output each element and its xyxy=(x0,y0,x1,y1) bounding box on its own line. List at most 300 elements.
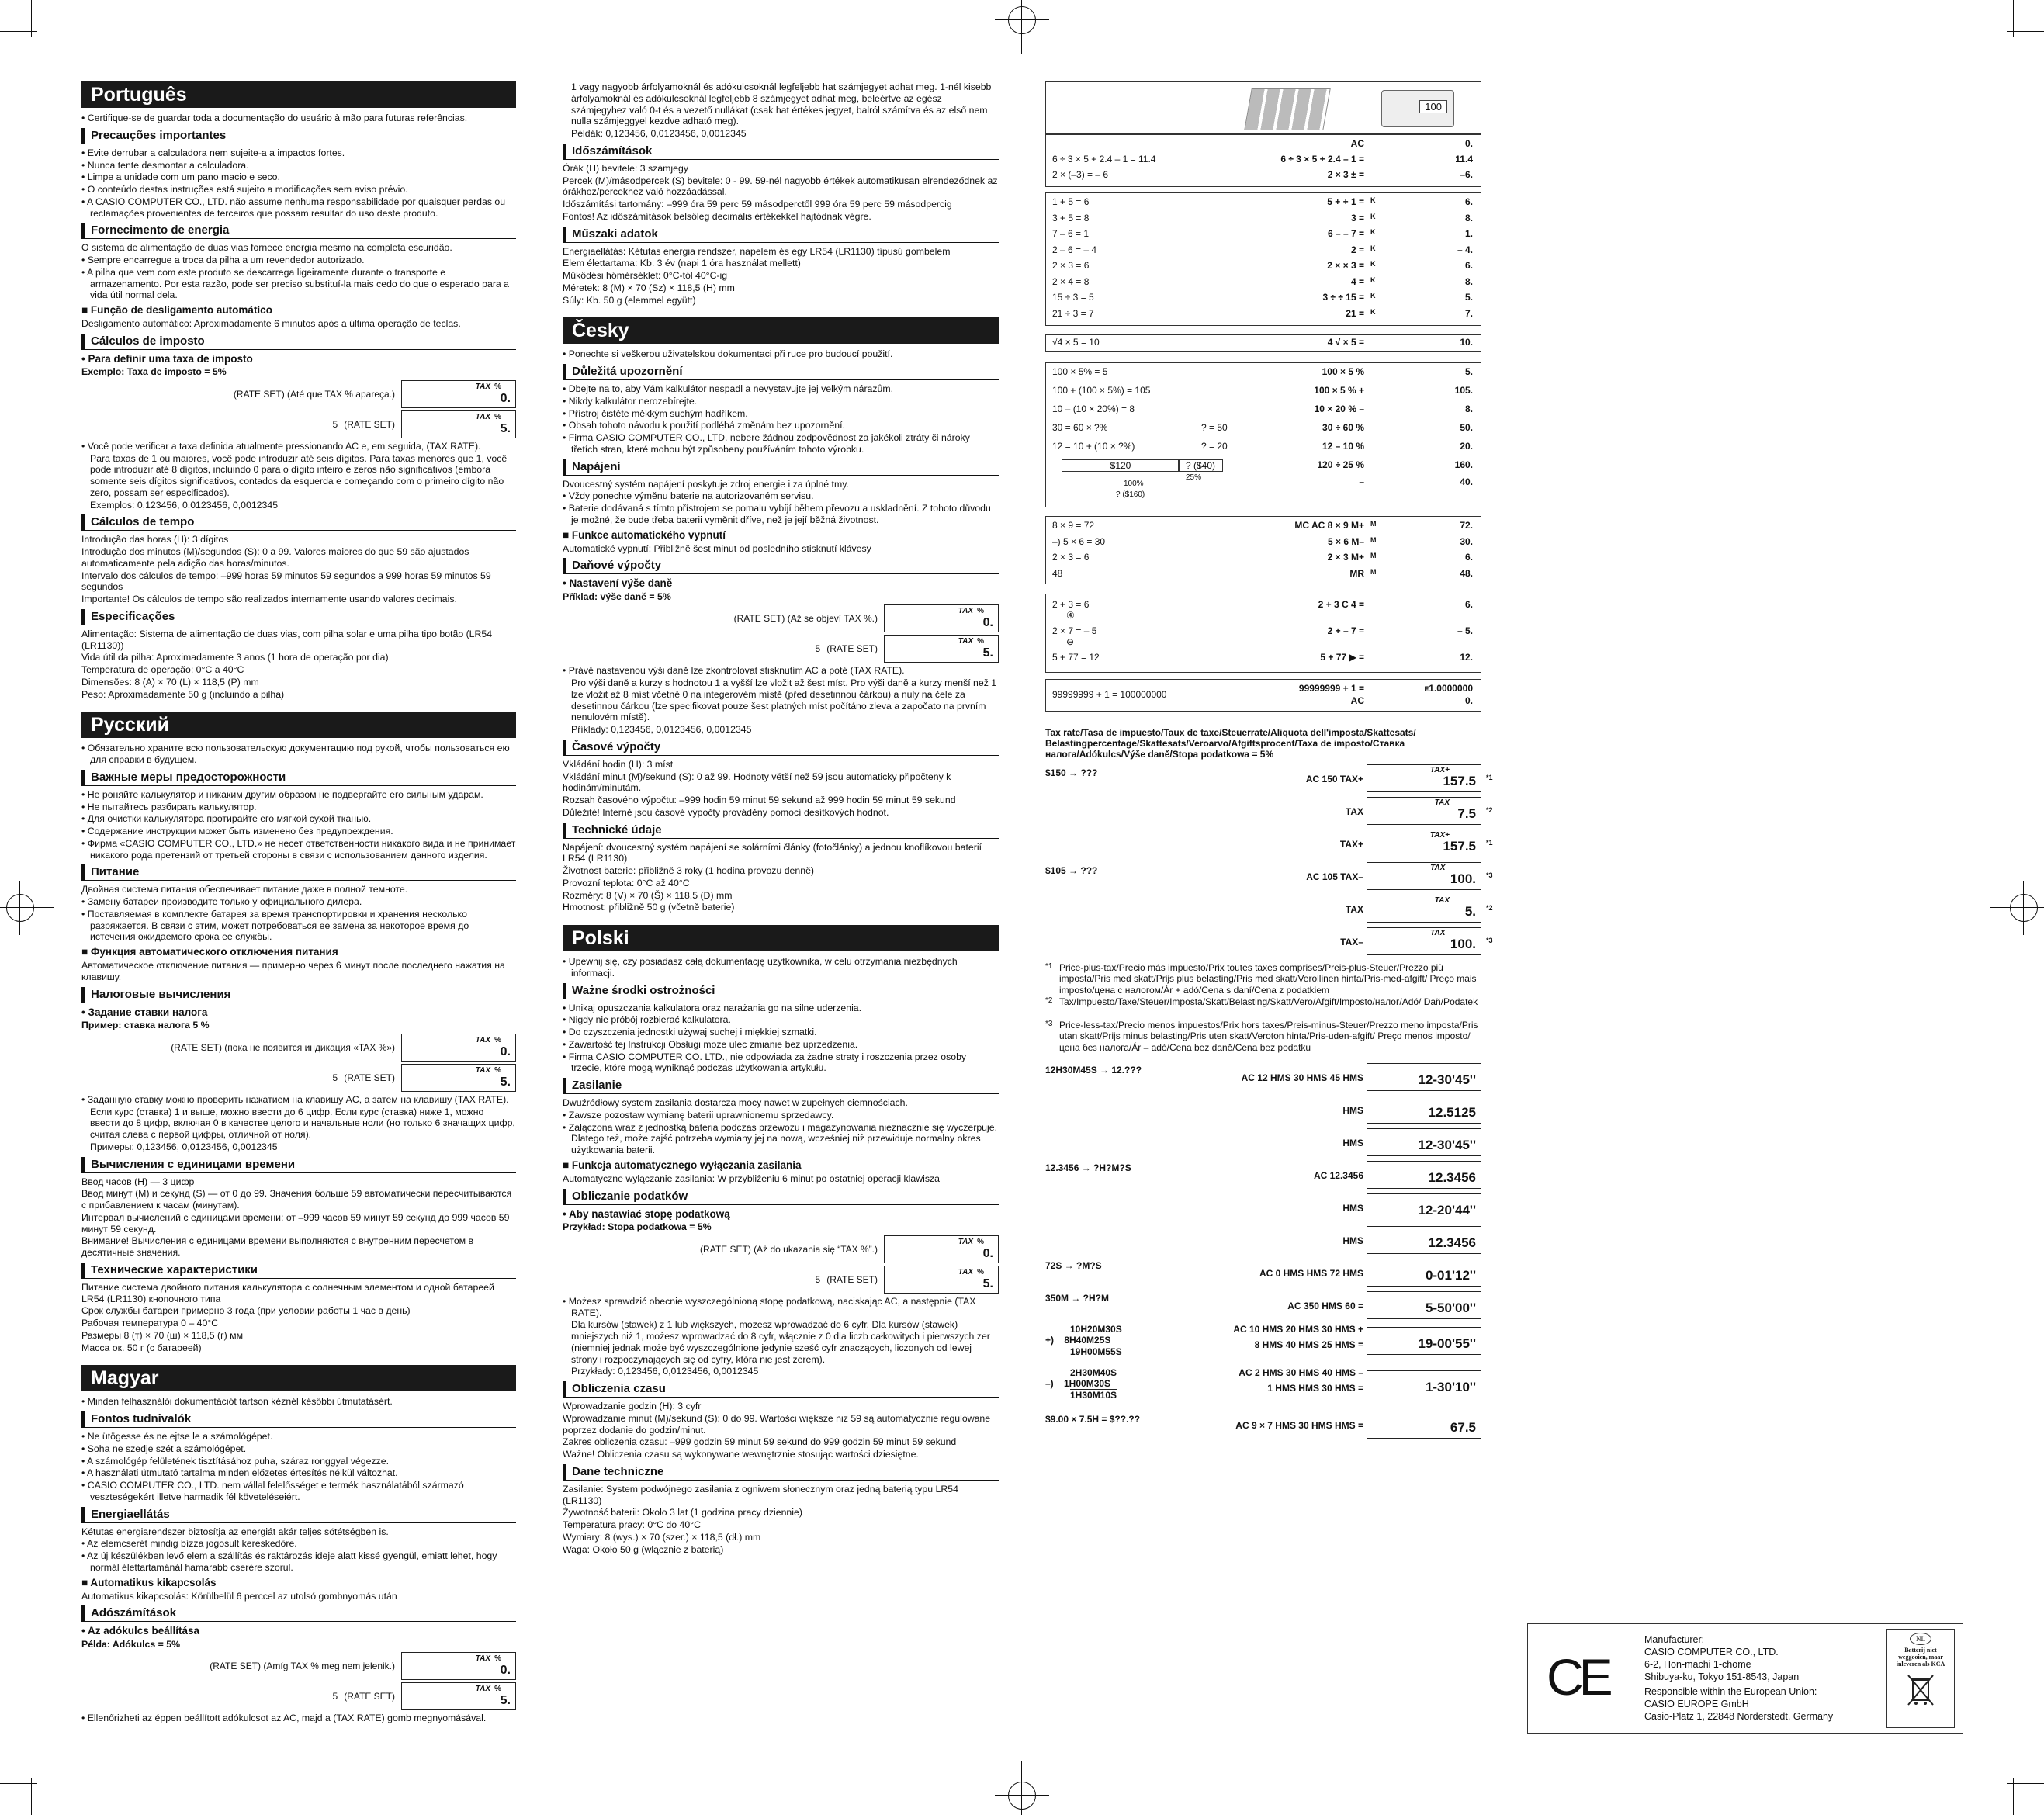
key-sequence: 12 – 10 % xyxy=(1322,441,1364,452)
column-2 xyxy=(563,81,999,1556)
tax-indicator: TAX xyxy=(1434,798,1450,807)
paragraph: Desligamento automático: Aproximadamente 6 minutos após a última operação de teclas. xyxy=(81,318,461,330)
result-value: 5. xyxy=(1464,292,1473,303)
result-value: 12-30'45'' xyxy=(1418,1072,1476,1087)
result-value: 1. xyxy=(1464,228,1473,239)
example-expression: 72S → ?M?S xyxy=(1045,1260,1102,1271)
time-examples xyxy=(1045,1063,1480,1467)
lcd-display xyxy=(1367,1096,1481,1124)
registration-mark xyxy=(1008,1782,1036,1810)
key-sequence: (RATE SET) (Até que TAX % apareça.) TAX % 0. xyxy=(81,380,516,408)
key-sequence: 3 ÷ ÷ 15 = xyxy=(1322,292,1364,303)
example-expression: 2 × (–3) = – 6 xyxy=(1052,169,1109,180)
heading: Daňové výpočty xyxy=(563,558,999,574)
key-sequence: (RATE SET) (пока не появится индикация «TAX %») TAX % 0. xyxy=(81,1034,516,1062)
result-value: 6. xyxy=(1464,599,1473,610)
key-sequence: 2 × 3 ± = xyxy=(1327,169,1364,180)
paragraph: Vkládání minut (M)/sekund (S): 0 až 99. Hodnoty větší než 59 jsou automaticky připočteny k hodinám/minutám. xyxy=(563,771,951,794)
spec: Hmotnost: přibližně 50 g (včetně baterie) xyxy=(563,902,735,913)
registration-mark xyxy=(0,907,54,908)
intro: • Minden felhasználói dokumentációt tartson kéznél későbbi útmutatásért. xyxy=(81,1396,516,1408)
text-line: Casio-Platz 1, 22848 Norderstedt, Germany xyxy=(1644,1711,1834,1722)
note: • Ellenőrizheti az éppen beállított adókulcsot az AC, majd a (TAX RATE) gomb megnyomásával. xyxy=(81,1713,516,1724)
list-item: • Zawartość tej Instrukcji Obsługi może ulec zmianie bez uprzedzenia. xyxy=(563,1039,999,1051)
spec: Alimentação: Sistema de alimentação de duas vias, com pilha solar e uma pilha tipo botão (LR54 (LR1130)) xyxy=(81,628,493,651)
heading: Napájení xyxy=(563,459,999,476)
heading: Питание xyxy=(81,864,516,881)
example-expression: $150 → ??? xyxy=(1045,767,1098,778)
note: Exemplos: 0,123456, 0,0123456, 0,0012345 xyxy=(90,499,279,511)
spec: Wymiary: 8 (wys.) × 70 (szer.) × 118,5 (dł.) mm xyxy=(563,1531,761,1543)
footnote-ref: *3 xyxy=(1486,871,1493,879)
footnote-text: Price-less-tax/Precio menos impuestos/Prix hors taxes/Preis-minus-Steuer/Prezzo meno imposta/Pris utan skatt/Prijs minus belasting/Pris uten skatt/Veroton hinta/Pris-uden-afgift/ Preço menos imposto/цена без налога/Ár – adó/Cena bez daně/Cena bez podatku xyxy=(1059,1020,1478,1053)
lcd-display xyxy=(1367,1063,1481,1091)
example-expression: 30 = 60 × ?% xyxy=(1052,422,1108,433)
paragraph: Ввод часов (H) — 3 цифр xyxy=(81,1176,195,1187)
memory-panel xyxy=(1045,516,1481,584)
key-sequence: 2 + 3 C 4 = xyxy=(1318,599,1364,610)
lcd-display xyxy=(1367,1259,1481,1287)
heading: Fontos tudnivalók xyxy=(81,1411,516,1428)
sqrt-panel xyxy=(1045,334,1481,352)
time-operand: 10H20M30S xyxy=(1070,1324,1122,1335)
key-sequence: 99999999 + 1 = xyxy=(1298,683,1364,694)
list-item: • Не роняйте калькулятор и никаким другим образом не подвергайте его сильным ударам. xyxy=(81,789,516,801)
heading: Fornecimento de energia xyxy=(81,223,516,239)
lcd-display: TAX % 5. xyxy=(401,1064,516,1092)
spec: Zasilanie: System podwójnego zasilania z ogniwem słonecznym oraz jedną baterią typu LR54 (LR1130) xyxy=(563,1483,958,1506)
tax-indicator: TAX+ xyxy=(1429,766,1450,774)
m-indicator: M xyxy=(1370,567,1377,576)
example-expression: 48 xyxy=(1052,567,1063,579)
text-line: Shibuya-ku, Tokyo 151-8543, Japan xyxy=(1644,1671,1800,1682)
paragraph: Интервал вычислений с единицами времени: от –999 часов 59 минут 59 секунд до 999 часов 59 минут 59 секунд. xyxy=(81,1211,510,1235)
section-title-polish: Polski xyxy=(563,925,999,951)
tax-indicator: TAX– xyxy=(1430,929,1450,937)
footnote-ref: *2 xyxy=(1486,806,1493,814)
result-value: 105. xyxy=(1454,385,1473,396)
key-sequence: 5 (RATE SET) TAX % 5. xyxy=(81,410,516,438)
key-sequence: (RATE SET) (Až se objeví TAX %.) TAX % 0. xyxy=(563,604,999,632)
spec: Dimensões: 8 (A) × 70 (L) × 118,5 (P) mm xyxy=(81,676,259,688)
lcd-display xyxy=(1367,764,1481,792)
example-expression: 10 – (10 × 20%) = 8 xyxy=(1052,404,1135,414)
subheading: ■ Funkce automatického vypnutí xyxy=(563,529,999,542)
result-value: 6. xyxy=(1464,260,1473,271)
footnote-ref: *3 xyxy=(1486,937,1493,944)
heading: Időszámítások xyxy=(563,144,999,160)
keypad-illustration xyxy=(1244,88,1331,130)
spec: Żywotność baterii: Około 3 lat (1 godzina pracy dziennie) xyxy=(563,1507,802,1519)
result-value: 0. xyxy=(1464,138,1473,149)
key-sequence: HMS xyxy=(1342,1203,1363,1214)
key-sequence: 6 – – 7 = xyxy=(1327,228,1364,239)
example-expression: 2 × 7 = – 5 xyxy=(1052,625,1097,636)
key-sequence: AC 105 TAX– xyxy=(1306,871,1363,882)
lcd-display: TAX % 0. xyxy=(401,1652,516,1680)
result-value: 12. xyxy=(1460,652,1473,663)
note: Pro výši daně a kurzy s hodnotou 1 a vyšší lze vložit až šest míst. Pro výši daně a kurzy menší než 1 lze vložit až 8 míst včetně 0 na integerovém místě (před desetinnou čárkou) a nuly na čele za desetinnou čárkou (lze specifikovat pouze šest platných míst počítáno zleva a započato na prvním nenulovém místě). xyxy=(571,677,997,723)
result-value: 0. xyxy=(1464,695,1473,706)
heading: Especificações xyxy=(81,609,516,625)
k-indicator: K xyxy=(1370,292,1376,300)
heading: Obliczanie podatków xyxy=(563,1189,999,1205)
lcd-display xyxy=(1367,1411,1481,1439)
key-sequence: 4 √ × 5 = xyxy=(1327,337,1364,348)
time-operand: 2H30M40S xyxy=(1070,1367,1117,1378)
tax-indicator: TAX+ xyxy=(1429,831,1450,840)
spec: Масса ок. 50 г (с батареей) xyxy=(81,1342,202,1353)
note: Если курс (ставка) 1 и выше, можно ввести до 6 цифр. Если курс (ставка) ниже 1, можно ввести до 8 цифр, включая 0 в качестве целого и начальные ноли (но только 6 значащих цифр, считая слева с первой цифры, отличной от ноля). xyxy=(90,1106,515,1140)
note: • Você pode verificar a taxa definida atualmente pressionando AC e, em seguida, (TAX RATE). xyxy=(81,441,516,452)
result-value: 67.5 xyxy=(1450,1420,1476,1435)
note: Dla kursów (stawek) z 1 lub większych, możesz wprowadzać do 6 cyfr. Dla kursów (stawek) mniejszych niż 1, możesz wprowadzać do 8 cyfr, włącznie z 0 dla liczb całkowitych i pierwszych zer (niemniej jednak może być wyszczególnione jedynie sześć cyfr znaczących, liczonych od lewej strony i rozpoczynających się od cyfry, która nie jest zerem). xyxy=(571,1319,990,1365)
correction-symbol: ⊖ xyxy=(1066,636,1075,647)
list-item: • Do czyszczenia jednostki używaj suchej i miękkiej szmatki. xyxy=(563,1027,999,1038)
result-value: 12.3456 xyxy=(1428,1235,1476,1250)
result-value: 6. xyxy=(1464,196,1473,207)
time-result-expr: 1H30M10S xyxy=(1070,1390,1117,1401)
heading: Cálculos de tempo xyxy=(81,514,516,531)
disposal-text: Batterij niet weggooien, maar inleveren als KCA xyxy=(1896,1647,1945,1668)
registration-mark xyxy=(6,894,34,922)
key-sequence: 2 = xyxy=(1350,244,1364,255)
key-sequence: 5 + + 1 = xyxy=(1327,196,1364,207)
note: Примеры: 0,123456, 0,0123456, 0,0012345 xyxy=(90,1141,278,1152)
registration-mark xyxy=(1008,6,1036,34)
example-expression: $9.00 × 7.5H = $??.?? xyxy=(1045,1414,1141,1425)
bullet-heading: • Az adókulcs beállítása xyxy=(81,1625,200,1637)
footnote-mark: *3 xyxy=(1045,1020,1053,1028)
column-1 xyxy=(81,81,516,1725)
result-value: 160. xyxy=(1454,459,1473,470)
list-item: • Для очистки калькулятора протирайте его мягкой сухой тканью. xyxy=(81,813,516,825)
example-expression: 5 + 77 = 12 xyxy=(1052,652,1100,663)
m-indicator: M xyxy=(1370,552,1377,559)
key-sequence: TAX+ xyxy=(1339,839,1363,850)
paragraph: Внимание! Вычисления с единицами времени выполняются с внутренним пересчетом в десятичные значения. xyxy=(81,1235,474,1258)
k-indicator: K xyxy=(1370,307,1376,316)
result-value: 8. xyxy=(1464,275,1473,287)
spec: Súly: Kb. 50 g (elemmel együtt) xyxy=(563,294,696,306)
example-label: Példa: Adókulcs = 5% xyxy=(81,1638,180,1650)
lcd-display: TAX % 5. xyxy=(884,635,999,663)
spec: Temperatura pracy: 0°C do 40°C xyxy=(563,1519,701,1530)
markup-label-c: 25% xyxy=(1186,473,1202,482)
list-item: • Firma CASIO COMPUTER CO. LTD., nie odpowiada za żadne straty i roszczenia przez osoby trzecie, które mogą wyniknąć podczas użytkowania artykułu. xyxy=(563,1051,999,1075)
result-value: – 4. xyxy=(1457,244,1473,255)
list-item: • O conteúdo destas instruções está sujeito a modificações sem aviso prévio. xyxy=(81,184,516,196)
paragraph: Introdução dos minutos (M)/segundos (S): 0 a 99. Valores maiores do que 59 são ajustados automaticamente pela adição das horas/minutos. xyxy=(81,546,469,569)
paragraph: Ввод минут (M) и секунд (S) — от 0 до 99. Значения больше 59 автоматически пересчитываются с прибавлением к часам (минутам). xyxy=(81,1188,512,1211)
paragraph: Órák (H) bevitele: 3 számjegy xyxy=(563,162,688,174)
footnote-ref: *2 xyxy=(1486,904,1493,912)
section-title-russian: Русский xyxy=(81,712,516,738)
note: • Právě nastavenou výši daně lze zkontrolovat stisknutím AC a poté (TAX RATE). xyxy=(563,665,999,677)
bullet-heading: • Nastavení výše daně xyxy=(563,577,673,590)
example-expression: 100 × 5% = 5 xyxy=(1052,366,1108,377)
bullet-heading: • Задание ставки налога xyxy=(81,1006,208,1018)
result-value: 12.5125 xyxy=(1428,1105,1476,1120)
example-expression: $105 → ??? xyxy=(1045,865,1098,876)
list-item: • Zawsze pozostaw wymianę baterii uprawnionemu sprzedawcy. xyxy=(563,1110,999,1121)
k-indicator: K xyxy=(1370,244,1376,252)
result-value: 12-30'45'' xyxy=(1418,1138,1476,1152)
list-item: • Nikdy kalkulátor nerozebírejte. xyxy=(563,396,999,407)
paragraph: O sistema de alimentação de duas vias fornece energia mesmo na completa escuridão. xyxy=(81,242,452,254)
key-sequence: 8 HMS 40 HMS 25 HMS = xyxy=(1254,1339,1363,1350)
key-sequence: 6 ÷ 3 × 5 + 2.4 – 1 = xyxy=(1280,154,1364,165)
heading: Cálculos de imposto xyxy=(81,334,516,350)
key-sequence: 100 × 5 % + xyxy=(1314,385,1364,396)
paragraph: Kétutas energiarendszer biztosítja az energiát akár teljes sötétségben is. xyxy=(81,1526,389,1537)
result-value: ᴇ1.0000000 xyxy=(1424,683,1473,694)
key-sequence: AC 2 HMS 30 HMS 40 HMS – xyxy=(1239,1367,1363,1378)
note: Příklady: 0,123456, 0,0123456, 0,0012345 xyxy=(571,724,752,736)
result-value: 5. xyxy=(1464,904,1476,919)
key-sequence: 100 × 5 % xyxy=(1322,366,1364,377)
paragraph: Rozsah časového výpočtu: –999 hodin 59 minut 59 sekund až 999 hodin 59 minut 59 sekund xyxy=(563,795,956,806)
result-value: 72. xyxy=(1460,520,1473,531)
example-expression: 2 × 3 = 6 xyxy=(1052,552,1090,563)
footnote-mark: *2 xyxy=(1045,996,1053,1005)
paragraph: Automatické vypnutí: Přibližně šest minut od posledního stisknutí klávesy xyxy=(563,542,871,554)
paragraph: Percek (M)/másodpercek (S) bevitele: 0 - 99. 59-nél nagyobb értékek automatikusan elrendeződnek az órákhoz/percekhez való hozzáadással. xyxy=(563,175,998,198)
heading: Precauções importantes xyxy=(81,128,516,144)
spec: Životnost baterie: přibližně 3 roky (1 hodina provozu denně) xyxy=(563,865,815,877)
paragraph: Ważne! Obliczenia czasu są wykonywane wewnętrznie stosując wartości dziesiętne. xyxy=(563,1449,919,1460)
result-value: –6. xyxy=(1460,169,1473,180)
heading: Вычисления с единицами времени xyxy=(81,1157,516,1173)
spec: Питание система двойного питания калькулятора с солнечным элементом и одной батареей LR54 (LR1130) кнопочного типа xyxy=(81,1281,494,1304)
lcd-display: TAX % 0. xyxy=(884,604,999,632)
key-sequence: 5 (RATE SET) TAX % 5. xyxy=(563,635,999,663)
section-title-hungarian: Magyar xyxy=(81,1365,516,1391)
spec: Rozměry: 8 (V) × 70 (Š) × 118,5 (D) mm xyxy=(563,889,733,901)
heading: Důležitá upozornění xyxy=(563,364,999,380)
list-item: • Поставляемая в комплекте батарея за время транспортировки и хранения несколько разряжается. В связи с этим, может потребоваться ее замена за некоторое время до истечения ожидаемого срока ее службы. xyxy=(81,909,516,943)
lcd-display: TAX % 5. xyxy=(884,1266,999,1294)
example-expression: 2 – 6 = – 4 xyxy=(1052,244,1097,255)
subheading: ■ Функция автоматического отключения питания xyxy=(81,946,516,958)
list-item: • A CASIO COMPUTER CO., LTD. não assume nenhuma responsabilidade por quaisquer perdas ou reclamações provenientes de terceiros que possam resultar do uso deste produto. xyxy=(81,196,516,220)
footnote-text: Price-plus-tax/Precio más impuesto/Prix toutes taxes comprises/Preis-plus-Steuer/Prezzo più imposta/Pris med skatt/Prijs plus belasting/Pris med skatt/Verollinen hinta/Pris-med-afgift/ Preço mais imposto/цена с налогом/Ár + adó/Cena s daní/Cena z podatkiem xyxy=(1059,962,1477,996)
key-sequence: 10 × 20 % – xyxy=(1314,404,1364,414)
paragraph: Automatyczne wyłączanie zasilania: W przybliżeniu 6 minut po ostatniej operacji klawisza xyxy=(563,1173,940,1185)
subheading: ■ Função de desligamento automático xyxy=(81,304,516,317)
key-sequence: 1 HMS HMS 30 HMS = xyxy=(1267,1383,1363,1394)
m-indicator: M xyxy=(1370,520,1377,528)
example-expression: 7 – 6 = 1 xyxy=(1052,228,1090,239)
crop-mark xyxy=(31,0,32,37)
list-item: • Baterie dodávaná s tímto přístrojem se pomalu vybíjí během převozu a uskladnění. Z tohoto důvodu je možné, že bude třeba baterii vyměnit dříve, než je její běžná životnost. xyxy=(563,503,999,526)
paragraph: Zakres obliczenia czasu: –999 godzin 59 minut 59 sekund do 999 godzin 59 minut 59 sekund xyxy=(563,1436,957,1448)
lcd-display xyxy=(1367,895,1481,923)
key-sequence: 5 (RATE SET) TAX % 5. xyxy=(81,1682,516,1710)
lcd-display: TAX % 0. xyxy=(884,1235,999,1263)
list-item: • CASIO COMPUTER CO., LTD. nem vállal felelősséget e termék használatából származó veszteségekért illetve harmadik fél követeléseiért. xyxy=(81,1480,516,1503)
result-value: 20. xyxy=(1460,441,1473,452)
example-expression: 15 ÷ 3 = 5 xyxy=(1052,292,1094,303)
lcd-display xyxy=(1367,1291,1481,1319)
manufacturer-text xyxy=(1644,1633,1833,1723)
m-indicator: M xyxy=(1370,535,1377,544)
spec: Размеры 8 (т) × 70 (ш) × 118,5 (г) мм xyxy=(81,1329,244,1341)
text-line: CASIO EUROPE GmbH xyxy=(1644,1699,1749,1709)
lcd-display xyxy=(1367,797,1481,825)
basic-calc-panel xyxy=(1045,134,1481,187)
crop-mark xyxy=(2013,1778,2014,1815)
key-sequence: AC 12 HMS 30 HMS 45 HMS xyxy=(1241,1072,1363,1083)
heading: Dane techniczne xyxy=(563,1464,999,1481)
list-item: • Unikaj opuszczania kalkulatora oraz narażania go na silne uderzenia. xyxy=(563,1003,999,1014)
text-line: Manufacturer: xyxy=(1644,1634,1705,1645)
list-item: • Soha ne szedje szét a számológépet. xyxy=(81,1443,516,1455)
result-value: 10. xyxy=(1460,337,1473,348)
section-title-czech: Česky xyxy=(563,317,999,344)
key-sequence: AC 9 × 7 HMS 30 HMS HMS = xyxy=(1235,1420,1363,1431)
markup-label-d: 100% xyxy=(1124,480,1144,488)
list-item: • Obsah tohoto návodu k použití podléhá změnám bez upozornění. xyxy=(563,420,999,431)
key-sequence: (RATE SET) (Amíg TAX % meg nem jelenik.) TAX % 0. xyxy=(81,1652,516,1680)
result-value: 48. xyxy=(1460,567,1473,579)
registration-mark xyxy=(1990,907,2044,908)
time-operand: +) 8H40M25S xyxy=(1045,1335,1111,1346)
crop-mark xyxy=(31,1778,32,1815)
key-sequence: 5 + 77 ▶ = xyxy=(1320,652,1364,663)
key-sequence: – xyxy=(1359,476,1364,487)
result-value: 6. xyxy=(1464,552,1473,563)
result-value: 40. xyxy=(1460,476,1473,487)
footnote-text: Tax/Impuesto/Taxe/Steuer/Imposta/Skatt/Belasting/Skatt/Vero/Afgift/Imposto/налог/Adó/ Daň/Podatek xyxy=(1059,996,1478,1007)
paragraph: Двойная система питания обеспечивает питание даже в полной темноте. xyxy=(81,884,408,895)
paragraph: Vkládání hodin (H): 3 míst xyxy=(563,758,674,770)
list-item: • Sempre encarregue a troca da pilha a um revendedor autorizado. xyxy=(81,255,516,266)
intro: • Upewnij się, czy posiadasz całą dokumentację użytkownika, w celu otrzymania niezbędnych informacji. xyxy=(563,956,999,979)
paragraph: Wprowadzanie minut (M)/sekund (S): 0 do 99. Wartości większe niż 59 są automatycznie regulowane poprzez dodanie do godzin/minut. xyxy=(563,1412,991,1436)
list-item: • Limpe a unidade com um pano macio e seco. xyxy=(81,171,516,183)
list-item: • Nigdy nie próbój rozbierać kalkulatora. xyxy=(563,1014,999,1026)
result-value: 7.5 xyxy=(1457,806,1476,821)
result-value: 157.5 xyxy=(1443,839,1476,854)
example-expression: 2 + 3 = 6 xyxy=(1052,599,1090,610)
percent-panel xyxy=(1045,362,1481,507)
markup-label-e: ? ($160) xyxy=(1116,490,1145,499)
k-indicator: K xyxy=(1370,260,1376,268)
result-value: 30. xyxy=(1460,535,1473,547)
ce-mark: CE xyxy=(1547,1648,1609,1706)
example-expression: 6 ÷ 3 × 5 + 2.4 – 1 = 11.4 xyxy=(1052,154,1156,165)
heading: Технические характеристики xyxy=(81,1263,516,1279)
paragraph: Importante! Os cálculos de tempo são realizados internamente usando valores decimais. xyxy=(81,594,457,605)
key-sequence: AC xyxy=(1350,695,1364,706)
key-sequence: AC 10 HMS 20 HMS 30 HMS + xyxy=(1233,1324,1363,1335)
heading: Energiaellátás xyxy=(81,1507,516,1523)
spec: Срок службы батареи примерно 3 года (при условии работы 1 час в день) xyxy=(81,1305,411,1317)
result-value: 12.3456 xyxy=(1428,1170,1476,1185)
list-item: • Не пытайтесь разбирать калькулятор. xyxy=(81,802,516,813)
crossed-bin-icon xyxy=(1905,1671,1936,1709)
key-sequence: TAX xyxy=(1345,806,1363,817)
time-result-expr: 19H00M55S xyxy=(1070,1346,1122,1357)
heading: Ważne środki ostrożności xyxy=(563,983,999,999)
list-item: • Přístroj čistěte měkkým suchým hadříkem. xyxy=(563,408,999,420)
paragraph: Důležité! Interně jsou časové výpočty prováděny pomocí desítkových hodnot. xyxy=(563,806,889,818)
time-operand: –) 1H00M30S xyxy=(1045,1378,1111,1389)
lcd-display xyxy=(1367,1161,1481,1189)
heading: Zasilanie xyxy=(563,1078,999,1094)
registration-mark xyxy=(2023,881,2024,935)
result-value: – 5. xyxy=(1457,625,1473,636)
lcd-display xyxy=(1367,1193,1481,1221)
lcd-display xyxy=(1367,1226,1481,1254)
key-sequence: 4 = xyxy=(1350,275,1364,287)
result-value: 11.4 xyxy=(1455,154,1473,165)
paragraph: Dwuźródłowy system zasilania dostarcza mocy nawet w zupełnych ciemnościach. xyxy=(563,1097,908,1109)
note: Przykłady: 0,123456, 0,0123456, 0,0012345 xyxy=(571,1366,759,1377)
example-label: Exemplo: Taxa de imposto = 5% xyxy=(81,366,227,378)
result-value: 12-20'44'' xyxy=(1418,1203,1476,1218)
result-value: 0-01'12'' xyxy=(1425,1268,1476,1283)
intro: • Ponechte si veškerou uživatelskou dokumentaci při ruce pro budoucí použití. xyxy=(563,348,999,360)
key-sequence: AC 150 TAX+ xyxy=(1305,774,1363,785)
spec: Méretek: 8 (M) × 70 (Sz) × 118,5 (H) mm xyxy=(563,282,735,293)
heading: Obliczenia czasu xyxy=(563,1381,999,1398)
lcd-display: TAX % 0. xyxy=(401,1034,516,1062)
example-label: Пример: ставка налога 5 % xyxy=(81,1020,210,1030)
example-expression: √4 × 5 = 10 xyxy=(1052,337,1100,348)
key-sequence: TAX– xyxy=(1340,937,1363,947)
registration-mark xyxy=(2010,894,2038,922)
footnote-ref: *1 xyxy=(1486,774,1493,781)
spec: Elem élettartama: Kb. 3 év (napi 1 óra használat mellett) xyxy=(563,258,801,269)
lcd-display: TAX % 5. xyxy=(401,410,516,438)
text-line: Responsible within the European Union: xyxy=(1644,1686,1817,1697)
list-item: • Evite derrubar a calculadora nem sujeite-a a impactos fortes. xyxy=(81,147,516,159)
registration-mark xyxy=(1021,1761,1022,1815)
result-value: 1-30'10'' xyxy=(1425,1380,1476,1394)
key-sequence: 120 ÷ 25 % xyxy=(1317,459,1364,470)
markup-box-a: $120 xyxy=(1062,459,1180,472)
example-expression: 99999999 + 1 = 100000000 xyxy=(1052,689,1167,700)
correction-symbol: ④ xyxy=(1066,610,1075,621)
k-indicator: K xyxy=(1370,212,1376,220)
key-sequence: AC xyxy=(1350,138,1364,149)
key-sequence: HMS xyxy=(1342,1105,1363,1116)
paragraph: Fontos! Az időszámítások belsőleg decimális értékekkel hajtódnak végre. xyxy=(563,210,871,222)
key-sequence: AC 350 HMS 60 = xyxy=(1287,1301,1363,1311)
paragraph: Automatikus kikapcsolás: Körülbelül 6 perccel az utolsó gombnyomás után xyxy=(81,1590,397,1602)
tax-indicator: TAX– xyxy=(1430,864,1450,872)
list-item: • A számológép felületének tisztításához puha, száraz ronggyal végezze. xyxy=(81,1456,516,1467)
list-item: • A pilha que vem com este produto se descarrega ligeiramente durante o transporte e armazenamento. Por esta razão, pode ser preciso substituí-la mais cedo do que o esperado para a vida útil normal dela. xyxy=(81,267,516,301)
manufacturer-box xyxy=(1527,1623,1963,1734)
example-expression: 12 = 10 + (10 × ?%) xyxy=(1052,441,1135,452)
note: Para taxas de 1 ou maiores, você pode introduzir até seis dígitos. Para taxas menores que 1, você pode introduzir até 8 dígitos, incluindo 0 para o dígito inteiro e zeros não significativos (embora somente seis dígitos significativos, contados da esquerda e começando com o primeiro dígito não zero, possam ser especificados). xyxy=(90,452,508,498)
list-item: • Замену батареи производите только у официального дилера. xyxy=(81,896,516,908)
key-sequence: 2 + – 7 = xyxy=(1327,625,1364,636)
bullet-heading: • Aby nastawiać stopę podatkową xyxy=(563,1207,730,1220)
tax-examples xyxy=(1045,764,1495,951)
result-value: 8. xyxy=(1464,212,1473,223)
example-expression: 8 × 9 = 72 xyxy=(1052,520,1095,531)
example-expression: –) 5 × 6 = 30 xyxy=(1052,535,1106,547)
heading: Technické údaje xyxy=(563,823,999,839)
key-sequence: 5 (RATE SET) TAX % 5. xyxy=(81,1064,516,1092)
intro: • Обязательно храните всю пользовательскую документацию под рукой, чтобы пользоваться ею для справки в будущем. xyxy=(81,743,516,766)
lcd-display xyxy=(1367,830,1481,857)
spec: Рабочая температура 0 – 40°C xyxy=(81,1318,219,1328)
